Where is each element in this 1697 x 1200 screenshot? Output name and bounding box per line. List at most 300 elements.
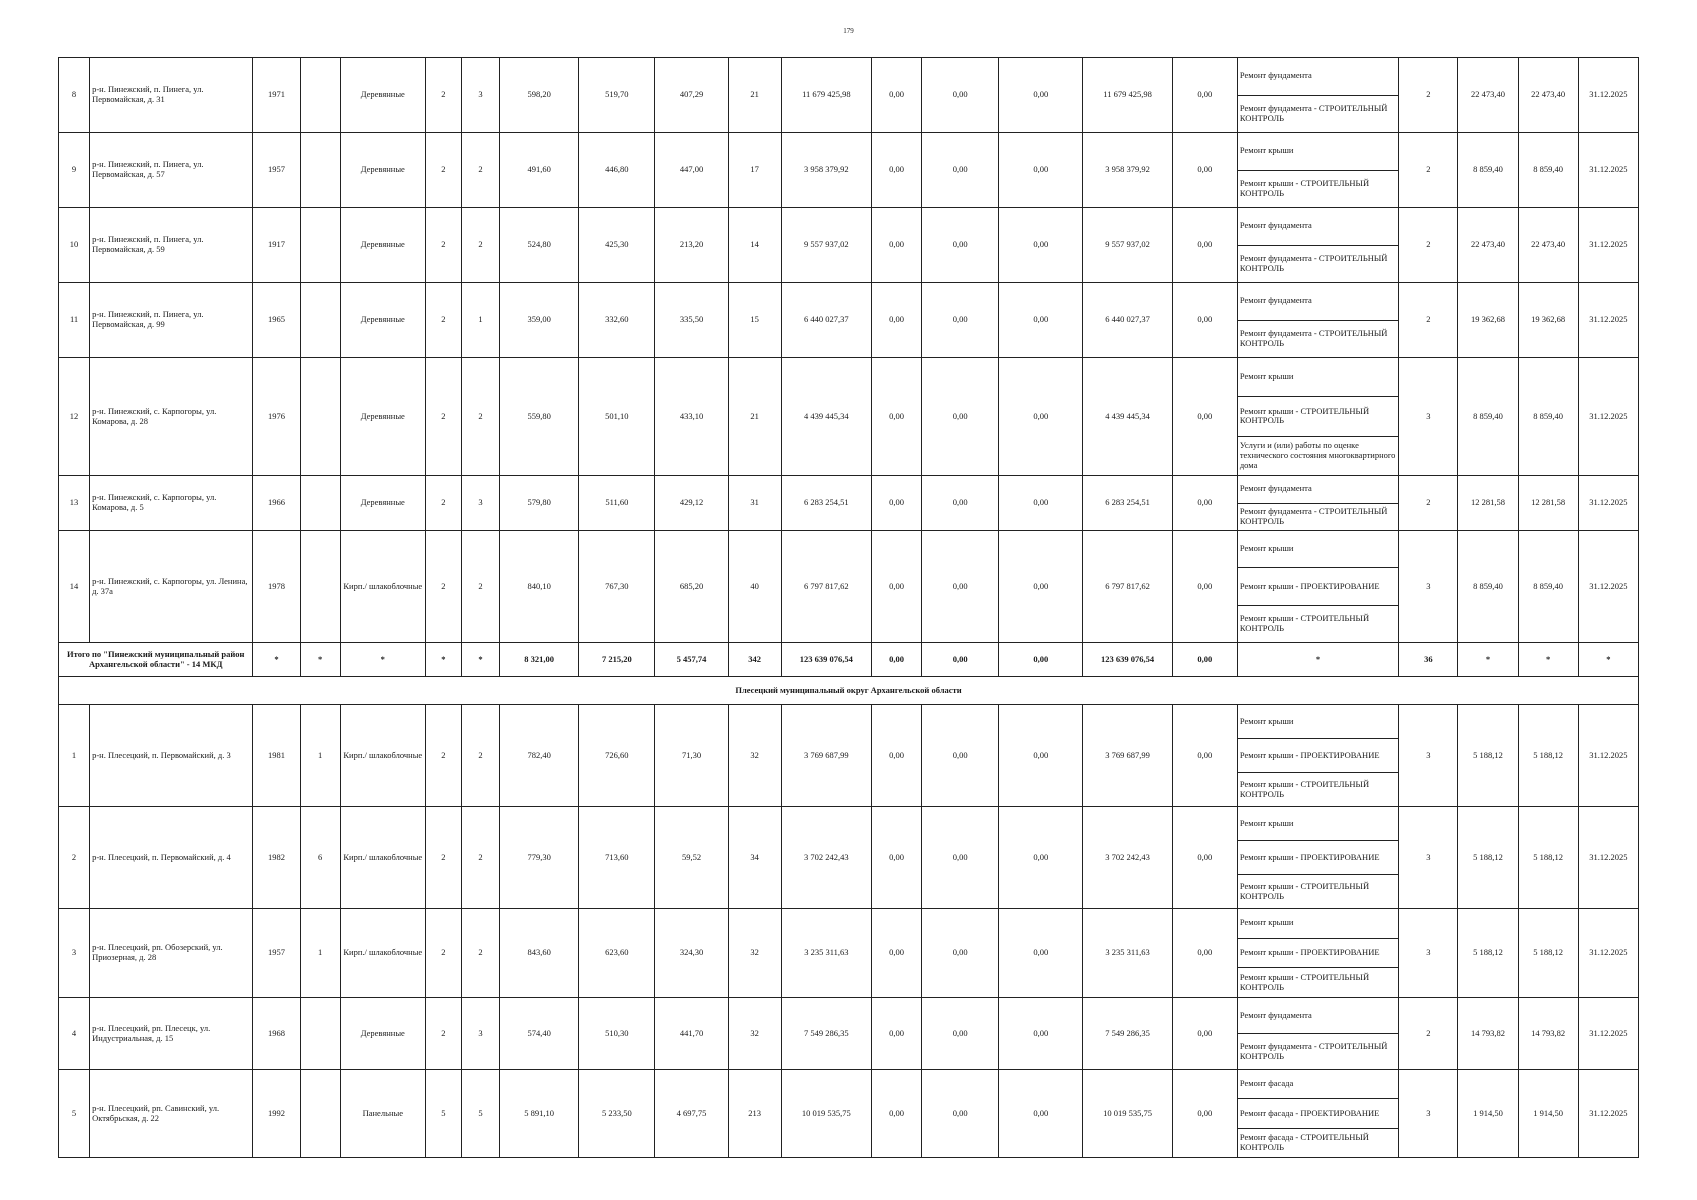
table-row [59, 705, 1639, 807]
cell-own: 3 702 242,43 [1083, 807, 1172, 909]
cell-year2 [300, 998, 340, 1070]
cell-works [1237, 531, 1398, 643]
cell-f2: 0,00 [922, 909, 999, 998]
cell-area_own: 685,20 [655, 531, 728, 643]
cell-f4: 0,00 [1172, 807, 1237, 909]
cell-f2: 0,00 [922, 208, 999, 283]
cell-date: 31.12.2025 [1578, 58, 1638, 133]
cell-f4: 0,00 [1172, 705, 1237, 807]
total-c4: * [425, 643, 461, 677]
total-p2: * [1518, 643, 1578, 677]
cell-price1: 5 188,12 [1458, 807, 1518, 909]
cell-floors: 2 [425, 531, 461, 643]
cell-date: 31.12.2025 [1578, 807, 1638, 909]
cell-year: 1976 [253, 358, 300, 476]
cell-date: 31.12.2025 [1578, 531, 1638, 643]
cell-n: 11 [59, 283, 90, 358]
cell-own: 6 283 254,51 [1083, 476, 1172, 531]
cell-year2 [300, 1070, 340, 1158]
cell-area_res: 713,60 [579, 807, 655, 909]
table-row [59, 283, 1639, 358]
section-header-row [59, 677, 1639, 705]
cell-residents: 14 [728, 208, 781, 283]
cell-price2: 19 362,68 [1518, 283, 1578, 358]
cell-entrances: 2 [461, 358, 499, 476]
cell-area_total: 840,10 [500, 531, 579, 643]
work-item: Ремонт фундамента [1239, 483, 1312, 494]
work-item: Ремонт фасада - СТРОИТЕЛЬНЫЙ КОНТРОЛЬ [1238, 1128, 1398, 1157]
total-area_total: 8 321,00 [500, 643, 579, 677]
cell-area_total: 5 891,10 [500, 1070, 579, 1158]
cell-price2: 14 793,82 [1518, 998, 1578, 1070]
cell-works [1237, 283, 1398, 358]
cell-entrances: 5 [461, 1070, 499, 1158]
cell-entrances: 2 [461, 208, 499, 283]
table-row [59, 133, 1639, 208]
total-f3: 0,00 [999, 643, 1083, 677]
repair-program-table [58, 57, 1639, 1158]
cell-area_res: 5 233,50 [579, 1070, 655, 1158]
table-row [59, 58, 1639, 133]
total-c5: * [461, 643, 499, 677]
cell-f2: 0,00 [922, 531, 999, 643]
cell-cost: 3 235 311,63 [781, 909, 871, 998]
work-item: Ремонт крыши - СТРОИТЕЛЬНЫЙ КОНТРОЛЬ [1238, 396, 1398, 435]
cell-f4: 0,00 [1172, 909, 1237, 998]
cell-qty: 3 [1399, 531, 1458, 643]
total-cost: 123 639 076,54 [781, 643, 871, 677]
cell-entrances: 2 [461, 133, 499, 208]
cell-works [1237, 133, 1398, 208]
work-item: Ремонт крыши [1239, 817, 1294, 828]
cell-floors: 2 [425, 358, 461, 476]
cell-year: 1968 [253, 998, 300, 1070]
cell-price1: 8 859,40 [1458, 133, 1518, 208]
cell-qty: 3 [1399, 705, 1458, 807]
cell-area_own: 335,50 [655, 283, 728, 358]
cell-addr: р-н. Плесецкий, п. Первомайский, д. 4 [90, 807, 253, 909]
cell-floors: 2 [425, 998, 461, 1070]
cell-n: 10 [59, 208, 90, 283]
work-item: Ремонт крыши [1239, 917, 1294, 928]
cell-area_own: 59,52 [655, 807, 728, 909]
cell-date: 31.12.2025 [1578, 476, 1638, 531]
table-row [59, 476, 1639, 531]
table-row [59, 1070, 1639, 1158]
cell-year2 [300, 208, 340, 283]
cell-works [1237, 476, 1398, 531]
cell-area_own: 441,70 [655, 998, 728, 1070]
work-item: Ремонт крыши - СТРОИТЕЛЬНЫЙ КОНТРОЛЬ [1238, 772, 1398, 806]
cell-entrances: 3 [461, 998, 499, 1070]
cell-area_total: 524,80 [500, 208, 579, 283]
cell-date: 31.12.2025 [1578, 283, 1638, 358]
cell-area_own: 433,10 [655, 358, 728, 476]
cell-f3: 0,00 [999, 1070, 1083, 1158]
work-item: Ремонт фундамента - СТРОИТЕЛЬНЫЙ КОНТРОЛЬ [1238, 1033, 1398, 1069]
cell-f3: 0,00 [999, 283, 1083, 358]
work-item: Ремонт фасада - ПРОЕКТИРОВАНИЕ [1238, 1098, 1398, 1127]
cell-material: Панельные [340, 1070, 425, 1158]
cell-residents: 15 [728, 283, 781, 358]
cell-f2: 0,00 [922, 476, 999, 531]
cell-cost: 3 769 687,99 [781, 705, 871, 807]
cell-cost: 3 702 242,43 [781, 807, 871, 909]
cell-addr: р-н. Пинежский, п. Пинега, ул. Первомайская, д. 99 [90, 283, 253, 358]
cell-year: 1966 [253, 476, 300, 531]
cell-f4: 0,00 [1172, 358, 1237, 476]
cell-material: Деревянные [340, 358, 425, 476]
cell-f3: 0,00 [999, 705, 1083, 807]
cell-floors: 2 [425, 476, 461, 531]
total-works: * [1237, 643, 1398, 677]
total-c1: * [253, 643, 300, 677]
cell-cost: 6 283 254,51 [781, 476, 871, 531]
cell-cost: 4 439 445,34 [781, 358, 871, 476]
cell-price1: 14 793,82 [1458, 998, 1518, 1070]
cell-own: 11 679 425,98 [1083, 58, 1172, 133]
cell-f2: 0,00 [922, 705, 999, 807]
cell-material: Деревянные [340, 476, 425, 531]
cell-area_res: 519,70 [579, 58, 655, 133]
cell-area_own: 407,29 [655, 58, 728, 133]
cell-area_own: 4 697,75 [655, 1070, 728, 1158]
cell-area_own: 429,12 [655, 476, 728, 531]
cell-qty: 2 [1399, 133, 1458, 208]
total-p1: * [1458, 643, 1518, 677]
cell-f1: 0,00 [871, 58, 921, 133]
cell-f2: 0,00 [922, 283, 999, 358]
cell-area_total: 491,60 [500, 133, 579, 208]
cell-f1: 0,00 [871, 476, 921, 531]
cell-area_total: 598,20 [500, 58, 579, 133]
cell-addr: р-н. Пинежский, с. Карпогоры, ул. Комарова, д. 28 [90, 358, 253, 476]
cell-residents: 31 [728, 476, 781, 531]
cell-n: 14 [59, 531, 90, 643]
cell-cost: 10 019 535,75 [781, 1070, 871, 1158]
cell-year: 1957 [253, 909, 300, 998]
cell-own: 7 549 286,35 [1083, 998, 1172, 1070]
cell-f4: 0,00 [1172, 208, 1237, 283]
cell-date: 31.12.2025 [1578, 208, 1638, 283]
cell-material: Деревянные [340, 283, 425, 358]
cell-material: Деревянные [340, 58, 425, 133]
cell-works [1237, 998, 1398, 1070]
cell-qty: 3 [1399, 1070, 1458, 1158]
total-f4: 0,00 [1172, 643, 1237, 677]
cell-year2 [300, 476, 340, 531]
cell-price2: 12 281,58 [1518, 476, 1578, 531]
cell-material: Деревянные [340, 998, 425, 1070]
cell-material: Кирп./ шлакоблочные [340, 807, 425, 909]
cell-year: 1971 [253, 58, 300, 133]
cell-addr: р-н. Пинежский, п. Пинега, ул. Первомайская, д. 57 [90, 133, 253, 208]
cell-floors: 2 [425, 909, 461, 998]
cell-own: 10 019 535,75 [1083, 1070, 1172, 1158]
cell-entrances: 2 [461, 807, 499, 909]
work-item: Ремонт фундамента - СТРОИТЕЛЬНЫЙ КОНТРОЛЬ [1238, 320, 1398, 358]
total-c3: * [340, 643, 425, 677]
cell-price1: 12 281,58 [1458, 476, 1518, 531]
cell-f4: 0,00 [1172, 476, 1237, 531]
work-item: Ремонт фасада [1239, 1078, 1294, 1089]
cell-area_own: 324,30 [655, 909, 728, 998]
cell-works [1237, 909, 1398, 998]
work-item: Ремонт фундамента - СТРОИТЕЛЬНЫЙ КОНТРОЛЬ [1238, 95, 1398, 133]
total-f1: 0,00 [871, 643, 921, 677]
cell-price1: 8 859,40 [1458, 358, 1518, 476]
cell-area_res: 510,30 [579, 998, 655, 1070]
cell-f1: 0,00 [871, 705, 921, 807]
cell-cost: 11 679 425,98 [781, 58, 871, 133]
cell-price1: 22 473,40 [1458, 208, 1518, 283]
table-row [59, 998, 1639, 1070]
cell-area_total: 359,00 [500, 283, 579, 358]
cell-works [1237, 208, 1398, 283]
cell-f2: 0,00 [922, 358, 999, 476]
cell-area_own: 447,00 [655, 133, 728, 208]
cell-works [1237, 807, 1398, 909]
table-row [59, 807, 1639, 909]
cell-qty: 3 [1399, 909, 1458, 998]
cell-price2: 1 914,50 [1518, 1070, 1578, 1158]
cell-n: 8 [59, 58, 90, 133]
cell-price2: 5 188,12 [1518, 807, 1578, 909]
cell-f2: 0,00 [922, 807, 999, 909]
cell-residents: 34 [728, 807, 781, 909]
cell-entrances: 1 [461, 283, 499, 358]
cell-price2: 8 859,40 [1518, 133, 1578, 208]
cell-material: Кирп./ шлакоблочные [340, 705, 425, 807]
cell-date: 31.12.2025 [1578, 1070, 1638, 1158]
cell-entrances: 2 [461, 531, 499, 643]
cell-qty: 2 [1399, 283, 1458, 358]
cell-area_res: 501,10 [579, 358, 655, 476]
cell-works [1237, 58, 1398, 133]
cell-works [1237, 358, 1398, 476]
cell-price2: 22 473,40 [1518, 208, 1578, 283]
cell-f4: 0,00 [1172, 133, 1237, 208]
work-item: Ремонт крыши - ПРОЕКТИРОВАНИЕ [1238, 738, 1398, 772]
cell-floors: 2 [425, 133, 461, 208]
cell-qty: 2 [1399, 998, 1458, 1070]
cell-residents: 32 [728, 909, 781, 998]
cell-price2: 8 859,40 [1518, 358, 1578, 476]
cell-f1: 0,00 [871, 133, 921, 208]
cell-floors: 2 [425, 807, 461, 909]
cell-f1: 0,00 [871, 208, 921, 283]
cell-f1: 0,00 [871, 283, 921, 358]
cell-date: 31.12.2025 [1578, 133, 1638, 208]
cell-residents: 21 [728, 58, 781, 133]
section-title: Плесецкий муниципальный округ Архангельской области [59, 677, 1639, 705]
cell-addr: р-н. Плесецкий, рп. Плесецк, ул. Индустриальная, д. 15 [90, 998, 253, 1070]
cell-f3: 0,00 [999, 208, 1083, 283]
cell-price1: 8 859,40 [1458, 531, 1518, 643]
cell-area_res: 446,80 [579, 133, 655, 208]
cell-n: 4 [59, 998, 90, 1070]
cell-f2: 0,00 [922, 133, 999, 208]
cell-f1: 0,00 [871, 998, 921, 1070]
cell-cost: 9 557 937,02 [781, 208, 871, 283]
cell-year: 1992 [253, 1070, 300, 1158]
cell-entrances: 2 [461, 909, 499, 998]
cell-price1: 22 473,40 [1458, 58, 1518, 133]
total-label: Итого по "Пинежский муниципальный район Архангельской области" - 14 МКД [59, 643, 253, 677]
cell-entrances: 3 [461, 476, 499, 531]
cell-works [1237, 1070, 1398, 1158]
cell-area_total: 579,80 [500, 476, 579, 531]
cell-n: 12 [59, 358, 90, 476]
work-item: Ремонт фундамента [1239, 295, 1312, 306]
cell-f4: 0,00 [1172, 531, 1237, 643]
cell-price2: 5 188,12 [1518, 909, 1578, 998]
cell-date: 31.12.2025 [1578, 705, 1638, 807]
cell-residents: 21 [728, 358, 781, 476]
cell-n: 3 [59, 909, 90, 998]
work-item: Ремонт крыши - ПРОЕКТИРОВАНИЕ [1238, 567, 1398, 604]
total-area_own: 5 457,74 [655, 643, 728, 677]
cell-own: 3 958 379,92 [1083, 133, 1172, 208]
cell-cost: 3 958 379,92 [781, 133, 871, 208]
cell-area_res: 726,60 [579, 705, 655, 807]
cell-area_res: 623,60 [579, 909, 655, 998]
cell-floors: 5 [425, 1070, 461, 1158]
work-item: Ремонт крыши - СТРОИТЕЛЬНЫЙ КОНТРОЛЬ [1238, 170, 1398, 208]
cell-year2: 6 [300, 807, 340, 909]
cell-area_res: 767,30 [579, 531, 655, 643]
cell-qty: 2 [1399, 476, 1458, 531]
cell-addr: р-н. Пинежский, с. Карпогоры, ул. Ленина, д. 37а [90, 531, 253, 643]
cell-own: 9 557 937,02 [1083, 208, 1172, 283]
cell-floors: 2 [425, 58, 461, 133]
cell-own: 3 235 311,63 [1083, 909, 1172, 998]
cell-material: Деревянные [340, 208, 425, 283]
cell-year2 [300, 283, 340, 358]
cell-addr: р-н. Пинежский, п. Пинега, ул. Первомайская, д. 31 [90, 58, 253, 133]
work-item: Ремонт фундамента [1239, 220, 1312, 231]
cell-price2: 8 859,40 [1518, 531, 1578, 643]
cell-addr: р-н. Плесецкий, п. Первомайский, д. 3 [90, 705, 253, 807]
cell-price1: 19 362,68 [1458, 283, 1518, 358]
cell-n: 13 [59, 476, 90, 531]
cell-n: 9 [59, 133, 90, 208]
cell-floors: 2 [425, 208, 461, 283]
cell-year2 [300, 133, 340, 208]
total-qty: 36 [1399, 643, 1458, 677]
cell-f1: 0,00 [871, 358, 921, 476]
cell-f3: 0,00 [999, 358, 1083, 476]
work-item: Ремонт крыши - СТРОИТЕЛЬНЫЙ КОНТРОЛЬ [1238, 967, 1398, 997]
cell-own: 6 440 027,37 [1083, 283, 1172, 358]
cell-cost: 6 440 027,37 [781, 283, 871, 358]
cell-year2 [300, 358, 340, 476]
cell-own: 6 797 817,62 [1083, 531, 1172, 643]
cell-f1: 0,00 [871, 531, 921, 643]
cell-n: 1 [59, 705, 90, 807]
cell-price1: 5 188,12 [1458, 909, 1518, 998]
work-item: Ремонт крыши - СТРОИТЕЛЬНЫЙ КОНТРОЛЬ [1238, 874, 1398, 908]
cell-price2: 22 473,40 [1518, 58, 1578, 133]
cell-year: 1965 [253, 283, 300, 358]
cell-year2: 1 [300, 705, 340, 807]
cell-f3: 0,00 [999, 807, 1083, 909]
cell-f4: 0,00 [1172, 998, 1237, 1070]
work-item: Ремонт фундамента [1239, 1009, 1312, 1020]
cell-area_res: 511,60 [579, 476, 655, 531]
cell-f2: 0,00 [922, 58, 999, 133]
cell-works [1237, 705, 1398, 807]
cell-area_total: 779,30 [500, 807, 579, 909]
total-area_res: 7 215,20 [579, 643, 655, 677]
cell-qty: 2 [1399, 58, 1458, 133]
cell-floors: 2 [425, 705, 461, 807]
cell-price1: 1 914,50 [1458, 1070, 1518, 1158]
cell-price1: 5 188,12 [1458, 705, 1518, 807]
work-item: Ремонт крыши [1239, 371, 1294, 382]
cell-qty: 2 [1399, 208, 1458, 283]
work-item: Ремонт крыши [1239, 543, 1294, 554]
cell-cost: 6 797 817,62 [781, 531, 871, 643]
cell-date: 31.12.2025 [1578, 358, 1638, 476]
cell-addr: р-н. Плесецкий, рп. Обозерский, ул. Приозерная, д. 28 [90, 909, 253, 998]
page-number: 179 [843, 27, 854, 35]
cell-year: 1957 [253, 133, 300, 208]
cell-material: Кирп./ шлакоблочные [340, 909, 425, 998]
total-c2: * [300, 643, 340, 677]
work-item: Ремонт крыши - СТРОИТЕЛЬНЫЙ КОНТРОЛЬ [1238, 605, 1398, 642]
cell-entrances: 2 [461, 705, 499, 807]
cell-area_own: 213,20 [655, 208, 728, 283]
cell-f4: 0,00 [1172, 1070, 1237, 1158]
total-residents: 342 [728, 643, 781, 677]
cell-f1: 0,00 [871, 1070, 921, 1158]
work-item: Ремонт фундамента - СТРОИТЕЛЬНЫЙ КОНТРОЛЬ [1238, 503, 1398, 531]
total-row [59, 643, 1639, 677]
cell-own: 4 439 445,34 [1083, 358, 1172, 476]
cell-price2: 5 188,12 [1518, 705, 1578, 807]
cell-f3: 0,00 [999, 476, 1083, 531]
cell-f3: 0,00 [999, 909, 1083, 998]
table-row [59, 909, 1639, 998]
work-item: Ремонт крыши - ПРОЕКТИРОВАНИЕ [1238, 938, 1398, 968]
work-item: Услуги и (или) работы по оценке технического состояния многоквартирного дома [1238, 436, 1398, 475]
total-date: * [1578, 643, 1638, 677]
cell-f1: 0,00 [871, 807, 921, 909]
cell-area_total: 559,80 [500, 358, 579, 476]
work-item: Ремонт крыши [1239, 715, 1294, 726]
cell-area_res: 425,30 [579, 208, 655, 283]
work-item: Ремонт фундамента [1239, 70, 1312, 81]
cell-f3: 0,00 [999, 133, 1083, 208]
cell-residents: 17 [728, 133, 781, 208]
table-row [59, 208, 1639, 283]
cell-f2: 0,00 [922, 1070, 999, 1158]
cell-date: 31.12.2025 [1578, 998, 1638, 1070]
cell-addr: р-н. Пинежский, с. Карпогоры, ул. Комарова, д. 5 [90, 476, 253, 531]
table-body [59, 58, 1639, 1158]
cell-cost: 7 549 286,35 [781, 998, 871, 1070]
cell-f1: 0,00 [871, 909, 921, 998]
cell-residents: 213 [728, 1070, 781, 1158]
cell-date: 31.12.2025 [1578, 909, 1638, 998]
cell-qty: 3 [1399, 358, 1458, 476]
cell-area_total: 782,40 [500, 705, 579, 807]
cell-area_res: 332,60 [579, 283, 655, 358]
cell-area_total: 574,40 [500, 998, 579, 1070]
cell-year2: 1 [300, 909, 340, 998]
total-f2: 0,00 [922, 643, 999, 677]
